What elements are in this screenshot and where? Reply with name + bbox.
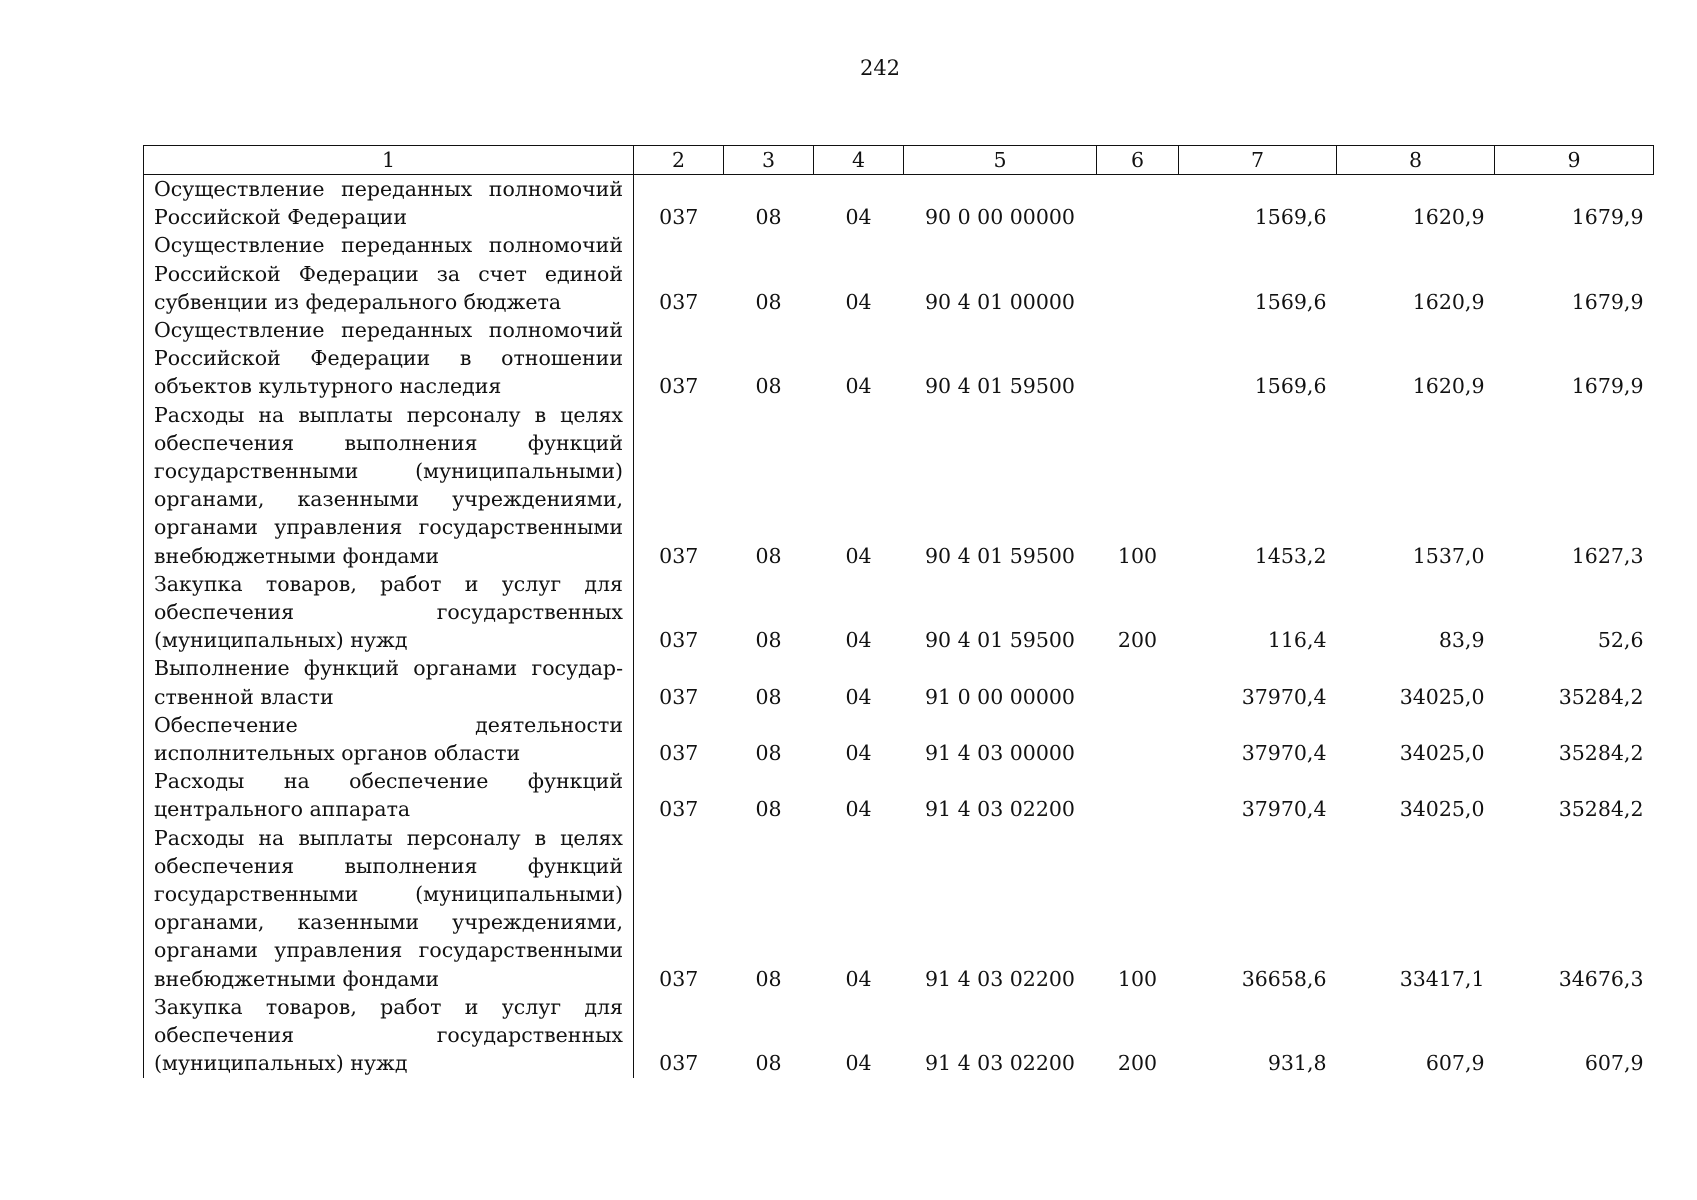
amount-col7-cell: 36658,6	[1241, 966, 1327, 991]
table-row	[144, 654, 1654, 710]
ministry-code-cell: 037	[659, 289, 699, 314]
ministry-code-cell: 037	[659, 543, 699, 568]
target-item-cell: 90 4 01 59500	[925, 374, 1075, 399]
row-name-cell: Расходы на выплаты персоналу в целях обеспечения выполнения функций государственными (муниципальными) органами, казенными учреждениями, органами управления государственными внебюджетными фондами	[144, 401, 634, 570]
amount-col9-cell: 607,9	[1584, 1051, 1644, 1076]
target-item-cell: 90 4 01 59500	[925, 543, 1075, 568]
row-name-cell: Выполнение функций органами государственной власти	[144, 654, 634, 710]
table-row	[144, 824, 1654, 993]
target-item-cell: 91 0 00 00000	[925, 684, 1075, 709]
column-header-7: 7	[1179, 146, 1337, 175]
table-row	[144, 711, 1654, 767]
amount-col9-cell: 1679,9	[1571, 205, 1644, 230]
amount-col8-cell: 607,9	[1425, 1051, 1485, 1076]
expense-type-cell: 100	[1117, 543, 1158, 568]
amount-col8-cell: 33417,1	[1399, 966, 1485, 991]
expense-type-cell: 200	[1117, 628, 1158, 653]
amount-col9-cell: 35284,2	[1558, 741, 1644, 766]
expense-type-cell: 200	[1117, 1051, 1158, 1076]
row-name-cell: Обеспечение деятельности исполнительных органов области	[144, 711, 634, 767]
amount-col7-cell: 37970,4	[1241, 684, 1327, 709]
row-name-cell: Расходы на обеспечение функций центрального аппарата	[144, 767, 634, 823]
amount-col7-cell: 1569,6	[1254, 374, 1327, 399]
subsection-code-cell: 04	[845, 543, 872, 568]
subsection-code-cell: 04	[845, 205, 872, 230]
table-row	[144, 767, 1654, 823]
column-header-3: 3	[724, 146, 814, 175]
expense-type-cell	[1097, 316, 1179, 401]
amount-col9-cell: 1627,3	[1571, 543, 1644, 568]
column-header-1: 1	[144, 146, 634, 175]
amount-col8-cell: 34025,0	[1399, 684, 1485, 709]
column-header-4: 4	[814, 146, 904, 175]
row-name-cell: Осуществление переданных полномочий Российской Федерации	[144, 175, 634, 232]
amount-col8-cell: 1537,0	[1412, 543, 1485, 568]
ministry-code-cell: 037	[659, 1051, 699, 1076]
row-name-cell: Расходы на выплаты персоналу в целях обеспечения выполнения функций государственными (муниципальными) органами, казенными учреждениями, органами управления государственными внебюджетными фондами	[144, 824, 634, 993]
table-row	[144, 175, 1654, 232]
section-code-cell: 08	[755, 741, 782, 766]
target-item-cell: 90 0 00 00000	[925, 205, 1075, 230]
amount-col9-cell: 52,6	[1597, 628, 1644, 653]
section-code-cell: 08	[755, 797, 782, 822]
amount-col9-cell: 1679,9	[1571, 374, 1644, 399]
subsection-code-cell: 04	[845, 1051, 872, 1076]
table-row	[144, 316, 1654, 401]
section-code-cell: 08	[755, 374, 782, 399]
section-code-cell: 08	[755, 543, 782, 568]
ministry-code-cell: 037	[659, 741, 699, 766]
ministry-code-cell: 037	[659, 684, 699, 709]
subsection-code-cell: 04	[845, 374, 872, 399]
ministry-code-cell: 037	[659, 374, 699, 399]
target-item-cell: 91 4 03 02200	[925, 797, 1075, 822]
subsection-code-cell: 04	[845, 966, 872, 991]
amount-col7-cell: 1569,6	[1254, 289, 1327, 314]
subsection-code-cell: 04	[845, 628, 872, 653]
section-code-cell: 08	[755, 628, 782, 653]
expense-type-cell	[1097, 231, 1179, 316]
ministry-code-cell: 037	[659, 797, 699, 822]
row-name-cell: Закупка товаров, работ и услуг для обеспечения государственных (муниципальных) нужд	[144, 993, 634, 1078]
section-code-cell: 08	[755, 205, 782, 230]
target-item-cell: 91 4 03 02200	[925, 966, 1075, 991]
amount-col7-cell: 931,8	[1267, 1051, 1327, 1076]
amount-col9-cell: 34676,3	[1558, 966, 1644, 991]
row-name-cell: Закупка товаров, работ и услуг для обеспечения государственных (муниципальных) нужд	[144, 570, 634, 655]
amount-col8-cell: 1620,9	[1412, 374, 1485, 399]
column-header-9: 9	[1495, 146, 1654, 175]
section-code-cell: 08	[755, 289, 782, 314]
section-code-cell: 08	[755, 966, 782, 991]
expense-type-cell	[1097, 767, 1179, 823]
amount-col8-cell: 83,9	[1438, 628, 1485, 653]
section-code-cell: 08	[755, 1051, 782, 1076]
expense-type-cell	[1097, 175, 1179, 232]
ministry-code-cell: 037	[659, 966, 699, 991]
amount-col9-cell: 35284,2	[1558, 684, 1644, 709]
table-header	[144, 146, 1654, 175]
column-header-2: 2	[634, 146, 724, 175]
column-header-6: 6	[1097, 146, 1179, 175]
table-body	[144, 175, 1654, 1078]
column-header-5: 5	[904, 146, 1097, 175]
target-item-cell: 90 4 01 59500	[925, 628, 1075, 653]
expense-type-cell	[1097, 654, 1179, 710]
amount-col8-cell: 34025,0	[1399, 741, 1485, 766]
ministry-code-cell: 037	[659, 205, 699, 230]
amount-col9-cell: 1679,9	[1571, 289, 1644, 314]
amount-col7-cell: 37970,4	[1241, 741, 1327, 766]
table-row	[144, 231, 1654, 316]
amount-col8-cell: 1620,9	[1412, 205, 1485, 230]
amount-col7-cell: 1453,2	[1254, 543, 1327, 568]
section-code-cell: 08	[755, 684, 782, 709]
row-name-cell: Осуществление переданных полномочий Российской Федерации за счет единой субвенции из федерального бюджета	[144, 231, 634, 316]
target-item-cell: 91 4 03 00000	[925, 741, 1075, 766]
table-row	[144, 993, 1654, 1078]
table-row	[144, 570, 1654, 655]
subsection-code-cell: 04	[845, 741, 872, 766]
expense-type-cell: 100	[1117, 966, 1158, 991]
amount-col7-cell: 116,4	[1267, 628, 1327, 653]
amount-col7-cell: 37970,4	[1241, 797, 1327, 822]
target-item-cell: 91 4 03 02200	[925, 1051, 1075, 1076]
amount-col8-cell: 34025,0	[1399, 797, 1485, 822]
ministry-code-cell: 037	[659, 628, 699, 653]
expense-type-cell	[1097, 711, 1179, 767]
header-row	[144, 146, 1654, 175]
column-header-8: 8	[1337, 146, 1495, 175]
subsection-code-cell: 04	[845, 289, 872, 314]
budget-table	[143, 145, 1654, 1078]
table-row	[144, 401, 1654, 570]
amount-col9-cell: 35284,2	[1558, 797, 1644, 822]
amount-col8-cell: 1620,9	[1412, 289, 1485, 314]
amount-col7-cell: 1569,6	[1254, 205, 1327, 230]
target-item-cell: 90 4 01 00000	[925, 289, 1075, 314]
subsection-code-cell: 04	[845, 684, 872, 709]
row-name-cell: Осуществление переданных полномочий Российской Федерации в отношении объектов культурного наследия	[144, 316, 634, 401]
page-number: 242	[859, 56, 901, 80]
subsection-code-cell: 04	[845, 797, 872, 822]
